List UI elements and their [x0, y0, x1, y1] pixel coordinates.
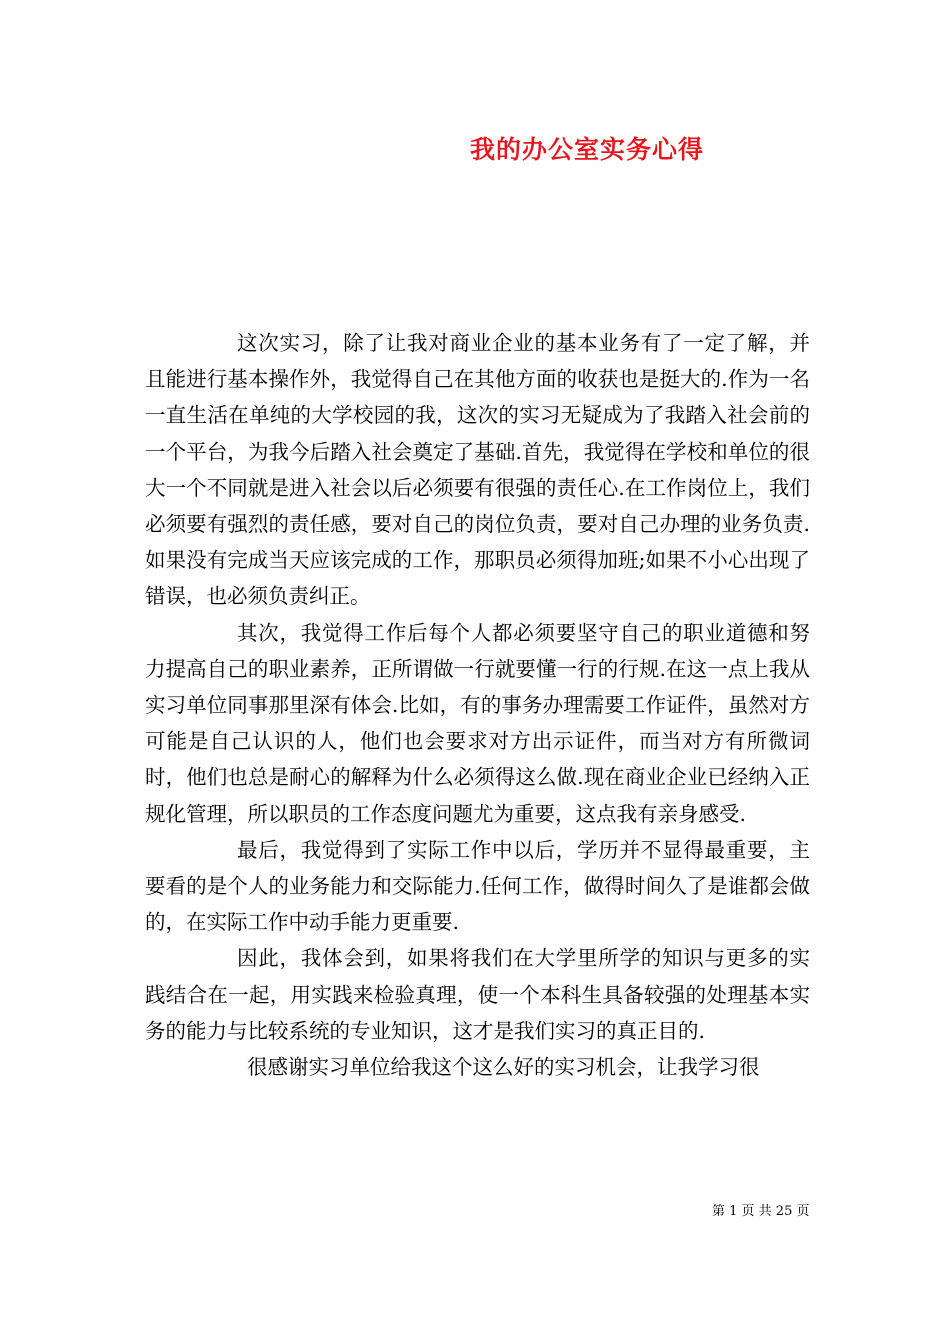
- paragraph-2: 其次，我觉得工作后每个人都必须要坚守自己的职业道德和努力提高自己的职业素养，正所谓做一行就要懂一行的行规.在这一点上我从实习单位同事那里深有体会.比如，有的事务办理需要工作证件，虽然对方可能是自己认识的人，他们也会要求对方出示证件，而当对方有所微词时，他们也总是耐心的解释为什么必须得这么做.现在商业企业已经纳入正规化管理，所以职员的工作态度问题尤为重要，这点我有亲身感受.: [145, 620, 810, 826]
- document-body: [145, 325, 810, 1085]
- paragraph-5: 很感谢实习单位给我这个这么好的实习机会，让我学习很: [247, 1055, 760, 1080]
- paragraph-1: 这次实习，除了让我对商业企业的基本业务有了一定了解，并且能进行基本操作外，我觉得自己在其他方面的收获也是挺大的.作为一名一直生活在单纯的大学校园的我，这次的实习无疑成为了我踏入社会前的一个平台，为我今后踏入社会奠定了基础.首先，我觉得在学校和单位的很大一个不同就是进入社会以后必须要有很强的责任心.在工作岗位上，我们必须要有强烈的责任感，要对自己的岗位负责，要对自己办理的业务负责.如果没有完成当天应该完成的工作，那职员必须得加班;如果不小心出现了错误，也必须负责纠正。: [145, 331, 810, 609]
- paragraph-3: 最后，我觉得到了实际工作中以后，学历并不显得最重要，主要看的是个人的业务能力和交际能力.任何工作，做得时间久了是谁都会做的，在实际工作中动手能力更重要.: [145, 837, 810, 935]
- page-number-footer: 第 1 页 共 25 页: [712, 1204, 810, 1219]
- paragraph-4: 因此，我体会到，如果将我们在大学里所学的知识与更多的实践结合在一起，用实践来检验真理，使一个本科生具备较强的处理基本实务的能力与比较系统的专业知识，这才是我们实习的真正目的.: [145, 946, 810, 1043]
- document-title: 我的办公室实务心得: [470, 135, 705, 164]
